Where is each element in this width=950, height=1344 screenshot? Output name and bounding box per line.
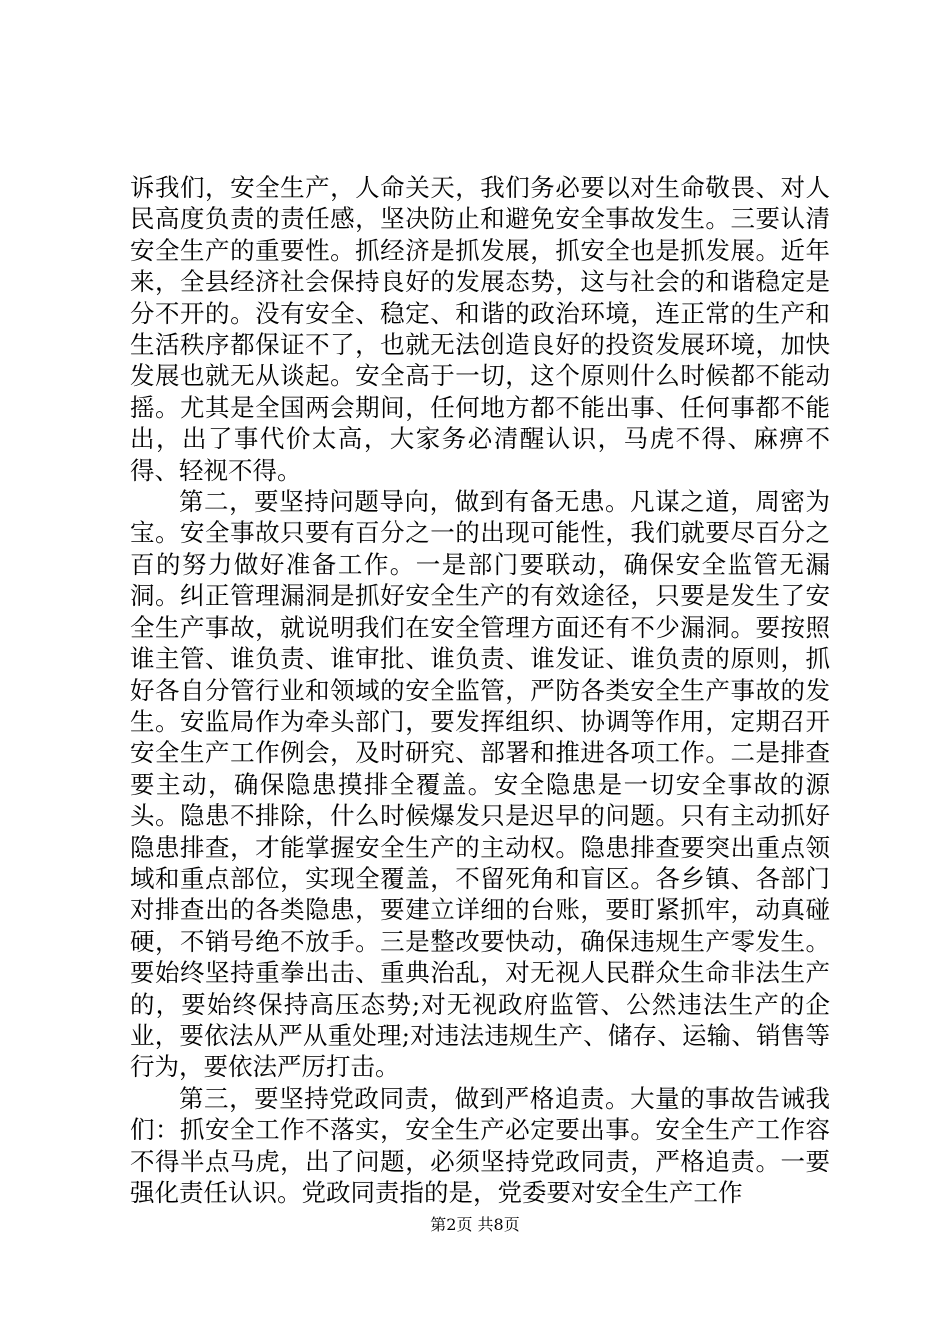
body-text (130, 172, 830, 1208)
page-number-footer: 第2页 共8页 (430, 1215, 520, 1234)
paragraph-third-point: 第三，要坚持党政同责，做到严格追责。大量的事故告诫我们：抓安全工作不落实，安全生产必定要出事。安全生产工作容不得半点马虎，出了问题，必须坚持党政同责，严格追责。一要强化责任认识。党政同责指的是，党委要对安全生产工作 (130, 1083, 830, 1207)
paragraph-continuation: 诉我们，安全生产，人命关天，我们务必要以对生命敬畏、对人民高度负责的责任感，坚决防止和避免安全事故发生。三要认清安全生产的重要性。抓经济是抓发展，抓安全也是抓发展。近年来，全县经济社会保持良好的发展态势，这与社会的和谐稳定是分不开的。没有安全、稳定、和谐的政治环境，连正常的生产和生活秩序都保证不了，也就无法创造良好的投资发展环境，加快发展也就无从谈起。安全高于一切，这个原则什么时候都不能动摇。尤其是全国两会期间，任何地方都不能出事、任何事都不能出，出了事代价太高，大家务必清醒认识，马虎不得、麻痹不得、轻视不得。 (130, 173, 830, 485)
paragraph-second-point: 第二，要坚持问题导向，做到有备无患。凡谋之道，周密为宝。安全事故只要有百分之一的出现可能性，我们就要尽百分之百的努力做好准备工作。一是部门要联动，确保安全监管无漏洞。纠正管理漏洞是抓好安全生产的有效途径，只要是发生了安全生产事故，就说明我们在安全管理方面还有不少漏洞。要按照谁主管、谁负责、谁审批、谁负责、谁发证、谁负责的原则，抓好各自分管行业和领域的安全监管，严防各类安全生产事故的发生。安监局作为牵头部门，要发挥组织、协调等作用，定期召开安全生产工作例会，及时研究、部署和推进各项工作。二是排查要主动，确保隐患摸排全覆盖。安全隐患是一切安全事故的源头。隐患不排除，什么时候爆发只是迟早的问题。只有主动抓好隐患排查，才能掌握安全生产的主动权。隐患排查要突出重点领域和重点部位，实现全覆盖，不留死角和盲区。各乡镇、各部门对排查出的各类隐患，要建立详细的台账，要盯紧抓牢，动真碰硬，不销号绝不放手。三是整改要快动，确保违规生产零发生。要始终坚持重拳出击、重典治乱，对无视人民群众生命非法生产的，要始终保持高压态势;对无视政府监管、公然违法生产的企业，要依法从严从重处理;对违法违规生产、储存、运输、销售等行为，要依法严厉打击。 (130, 487, 830, 1082)
